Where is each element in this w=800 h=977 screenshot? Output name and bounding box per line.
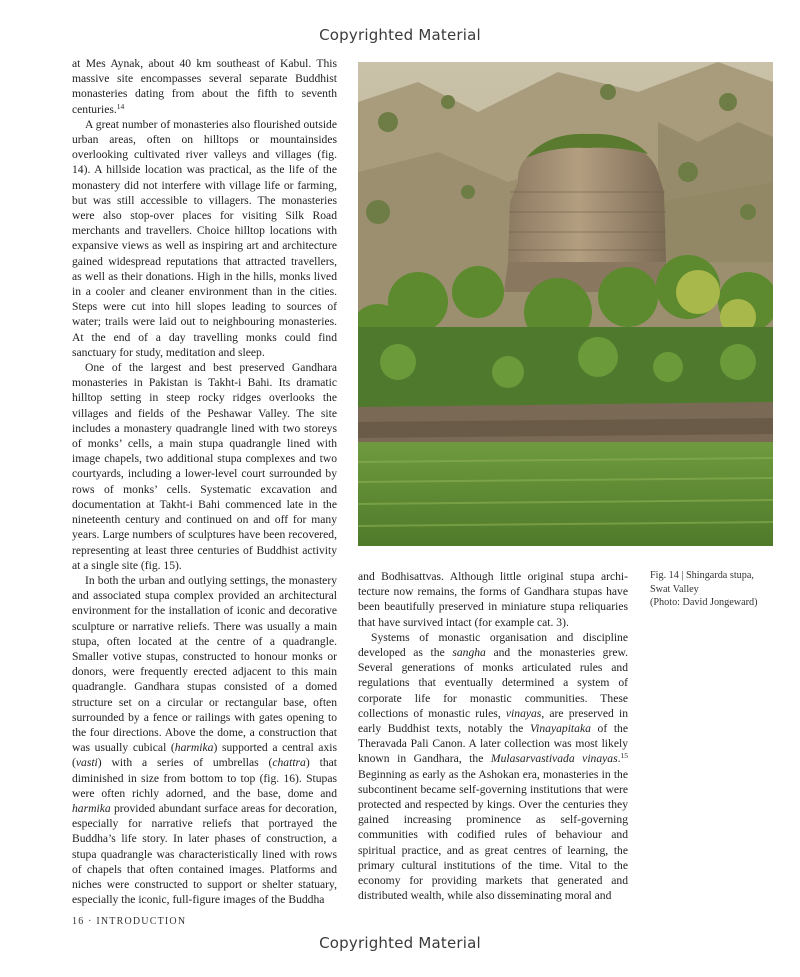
text-run: ) with a series of umbrellas ( [97,756,273,770]
italic-term: vasti [75,756,98,770]
caption-line: Swat Valley [650,583,699,595]
text-run: at Mes Aynak, about 40 km southeast of Kabul. This massive site encompasses several separate Buddhist monasteries dating from about the fifth to seventh centuries. [72,57,337,116]
copyright-watermark-bottom: Copyrighted Material [319,934,481,952]
italic-term: chattra [272,756,306,770]
text-run: and Bodhisattvas. Although little original stupa architecture now remains, the forms of Gandhara stupas have been beautifully preserved in miniature stupa reliquaries that have survived intact (for example cat. 3). [358,570,628,629]
paragraph [358,630,628,904]
text-run: In both the urban and outlying settings, the monastery and associated stupa complex provided an architectural environment for the installation of iconic and decorative sculpture or narrative reliefs. There was usually a main stupa, often located at the centre of a quadrangle. Smaller votive stupas, constructed to honour monks or donors, were frequently erected adjacent to this main quadrangle. Gandhara stupas consisted of a domed structure set on a circular or rectangular base, often surrounded by a fence or railings with gates opening to the four directions. Above the dome, a construction that was usually cubical ( [72,573,337,755]
italic-term: Vinayapitaka [529,722,591,736]
paragraph [72,117,337,360]
text-run: of the Theravada Pali Canon. A later collection was most likely known in Gandhara, the [358,722,628,766]
paragraph [72,360,337,573]
italic-term: sangha [452,646,486,660]
text-run: Beginning as early as the Ashokan era, monasteries in the subcontinent became self-governing institutions that were protected and respected by kings. Over the centuries they gained increasing prominence as self-governing communities with codified rules of behaviour and spiritual practice, and as great centres of learning, the primary cultural institutions of the time. Vital to the economy for providing markets that generated and distributed wealth, while also disseminating moral and [358,767,628,903]
text-run: ) that diminished in size from bottom to top (fig. 16). Stupas were often richly adorned, and the base, dome and [72,756,337,800]
italic-term: harmika [174,741,214,755]
text-column-left [72,56,337,907]
page-folio: 16 · INTRODUCTION [72,916,187,927]
text-run: provided abundant surface areas for decoration, especially for narrative reliefs that portrayed the Buddha’s life story. In later phases of construction, a stupa quadrangle was characteristically lined with rows of chapels that often contained images. Platforms and niches were constructed to support or shelter statuary, especially the iconic, full-figure images of the Buddha [72,801,337,907]
text-run: Systems of monastic organisation and discipline developed as the [358,630,628,660]
text-column-middle [358,569,628,903]
italic-term: Mulasarvastivada vinayas [490,752,618,766]
italic-term: harmika [72,801,111,815]
text-run: A great number of monasteries also flourished outside urban areas, often on hilltops or mountainsides overlooking cultivated river valleys and villages (fig. 14). A hillside location was practical, as the life of the monastery did not interfere with village life or farming, but was still accessible to villagers. The monasteries were also stop-over places for visiting Silk Road merchants and travellers. Choice hilltop locations with expansive views as well as inspiring art and architecture gained widespread reputations that attracted travellers, as well as their donations. High in the hills, monks lived in a cooler and cleaner environment than in the cities. Steps were cut into hill slopes leading to sources of water; trails were laid out to neighbouring monasteries. At the end of a day travelling monks could find sanctuary for study, meditation and sleep. [72,117,337,359]
text-run: One of the largest and best preserved Gandhara monasteries in Pakistan is Takht-i Bahi. Its dramatic hilltop setting in steep rocky ridges overlooks the villages and fields of the Peshawar Valley. The site includes a monastery quadrangle lined with two storeys of monks’ cells, a main stupa quadrangle lined with image chapels, two additional stupa complexes and two courtyards, including a lower-level court surrounded by rows of monks’ cells. Systematic excavation and documentation at Takht-i Bahi commenced late in the nineteenth century and continued on and off for many years. Large numbers of sculptures have been recovered, representing at least three centuries of Buddhist activity at a single site (fig. 15). [72,361,337,572]
text-run: , are preserved in early Buddhist texts, notably the [358,706,628,736]
caption-line: Fig. 14 | Shingarda stupa, [650,570,754,581]
paragraph [72,573,337,907]
italic-term: vinayas [505,706,542,720]
text-run: . [617,752,621,766]
text-run: ) supported a central axis ( [72,741,337,770]
copyright-watermark-top: Copyrighted Material [319,26,481,44]
paragraph [72,56,337,117]
paragraph [358,569,628,630]
footnote-ref: 14 [116,101,125,111]
text-run: and the monasteries grew. Several generations of monks articulated rules and regulations that eventually determined a system of corporate life for monastic communities. These collections of monastic rules, [358,646,628,720]
caption-line: (Photo: David Jongeward) [650,597,758,609]
figure-caption [650,569,780,610]
footnote-ref: 15 [620,751,629,761]
figure-photo-shingarda-stupa [358,62,773,546]
